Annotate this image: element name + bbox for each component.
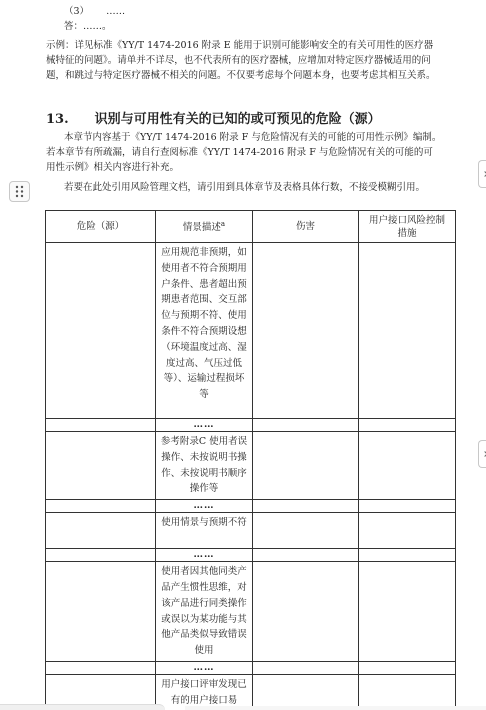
section-paragraph-1-line-2: 若本章节有所疏漏，请自行查阅标准《YY/T 1474-2016 附录 F 与危险情况有关的可能的可 bbox=[46, 147, 433, 158]
header-harm: 伤害 bbox=[253, 211, 359, 243]
separator-cell bbox=[46, 500, 156, 513]
section-paragraph-2: 若要在此处引用风险管理文档，请引用到具体章节及表格具体行数，不接受模糊引用。 bbox=[64, 182, 426, 193]
header-scenario-footnote: a bbox=[220, 220, 226, 229]
separator-cell bbox=[46, 419, 156, 432]
bottom-toolbar[interactable] bbox=[0, 704, 165, 710]
table-row bbox=[46, 432, 456, 500]
table-row bbox=[46, 513, 456, 549]
separator-cell: …… bbox=[156, 500, 253, 513]
separator-cell bbox=[253, 419, 359, 432]
scenario-cell[interactable]: 参考附录C 使用者误操作、未按说明书操作、未按说明书顺序操作等 bbox=[156, 432, 253, 500]
side-expand-tab-top[interactable] bbox=[478, 160, 486, 188]
hazard-cell[interactable] bbox=[46, 562, 156, 662]
harm-cell[interactable] bbox=[253, 675, 359, 710]
hazard-cell[interactable] bbox=[46, 513, 156, 549]
separator-cell bbox=[359, 549, 456, 562]
scenario-cell[interactable]: 用户接口评审发现已有的用户接口易 bbox=[156, 675, 253, 710]
separator-cell bbox=[359, 662, 456, 675]
table-row bbox=[46, 562, 456, 662]
drag-handle-icon[interactable] bbox=[9, 181, 30, 202]
separator-cell: …… bbox=[156, 549, 253, 562]
answer-line: 答：……。 bbox=[64, 21, 112, 32]
ui-control-cell[interactable] bbox=[359, 432, 456, 500]
header-ui-control-line-1: 用户接口风险控制 bbox=[368, 214, 445, 226]
grip-dots-icon bbox=[15, 185, 24, 198]
header-scenario-label: 情景描述 bbox=[182, 222, 221, 234]
table-header-row bbox=[46, 211, 456, 243]
scenario-cell[interactable]: 使用情景与预期不符 bbox=[156, 513, 253, 549]
separator-row bbox=[46, 549, 456, 562]
list-item-3 bbox=[64, 4, 125, 19]
ui-control-cell[interactable] bbox=[359, 243, 456, 419]
hazard-table bbox=[45, 210, 456, 710]
separator-cell bbox=[253, 662, 359, 675]
harm-cell[interactable] bbox=[253, 243, 359, 419]
example-line-2: 械特征的问题》。请单并不详尽，也不代表所有的医疗器械，应增加对特定医疗器械适用的问 bbox=[46, 55, 431, 66]
separator-cell: …… bbox=[156, 419, 253, 432]
ui-control-cell[interactable] bbox=[359, 562, 456, 662]
separator-cell bbox=[253, 500, 359, 513]
bottom-scroll-fade bbox=[185, 706, 486, 710]
section-heading bbox=[46, 108, 381, 127]
separator-row bbox=[46, 419, 456, 432]
ui-control-cell[interactable] bbox=[359, 513, 456, 549]
separator-cell bbox=[253, 549, 359, 562]
scenario-cell[interactable]: 应用规范非预期，如使用者不符合预期用户条件、患者超出预期患者范围、交互部位与预期不符、使用条件不符合预期设想（环境温度过高、湿度过高、气压过低等）、运输过程损坏等 bbox=[156, 243, 253, 419]
example-line-1: 示例：详见标准《YY/T 1474-2016 附录 E 能用于识别可能影响安全的有关可用性的医疗器 bbox=[46, 40, 434, 51]
section-title: 识别与可用性有关的已知的或可预见的危险（源） bbox=[94, 112, 381, 127]
header-ui-control-line-2: 措施 bbox=[397, 227, 417, 239]
ui-control-cell[interactable] bbox=[359, 675, 456, 710]
item-number: （3） bbox=[64, 6, 90, 17]
separator-cell bbox=[46, 662, 156, 675]
separator-cell bbox=[46, 549, 156, 562]
separator-row bbox=[46, 500, 456, 513]
side-expand-tab-bottom[interactable] bbox=[478, 440, 486, 468]
section-paragraph-1-line-1: 本章节内容基于《YY/T 1474-2016 附录 F 与危险情况有关的可能的可用性示例》编制。 bbox=[64, 132, 442, 143]
hazard-cell[interactable] bbox=[46, 432, 156, 500]
separator-cell: …… bbox=[156, 662, 253, 675]
harm-cell[interactable] bbox=[253, 513, 359, 549]
hazard-cell[interactable] bbox=[46, 243, 156, 419]
scenario-cell[interactable]: 使用者因其他同类产品产生惯性思维，对该产品进行同类操作或误以为某功能与其他产品类似导致错误使用 bbox=[156, 562, 253, 662]
harm-cell[interactable] bbox=[253, 432, 359, 500]
header-hazard: 危险（源） bbox=[46, 211, 156, 243]
header-ui-control bbox=[359, 211, 456, 243]
harm-cell[interactable] bbox=[253, 562, 359, 662]
separator-cell bbox=[359, 419, 456, 432]
section-number: 13. bbox=[46, 112, 69, 127]
example-line-3: 题，和跳过与特定医疗器械不相关的问题。不仅要考虑每个问题本身，也要考虑其相互关系。 bbox=[46, 70, 436, 81]
separator-cell bbox=[359, 500, 456, 513]
section-paragraph-1-line-3: 用性示例》相关内容进行补充。 bbox=[46, 162, 180, 173]
item-placeholder: …… bbox=[106, 6, 126, 17]
header-scenario bbox=[156, 211, 253, 243]
separator-row bbox=[46, 662, 456, 675]
table-row bbox=[46, 243, 456, 419]
